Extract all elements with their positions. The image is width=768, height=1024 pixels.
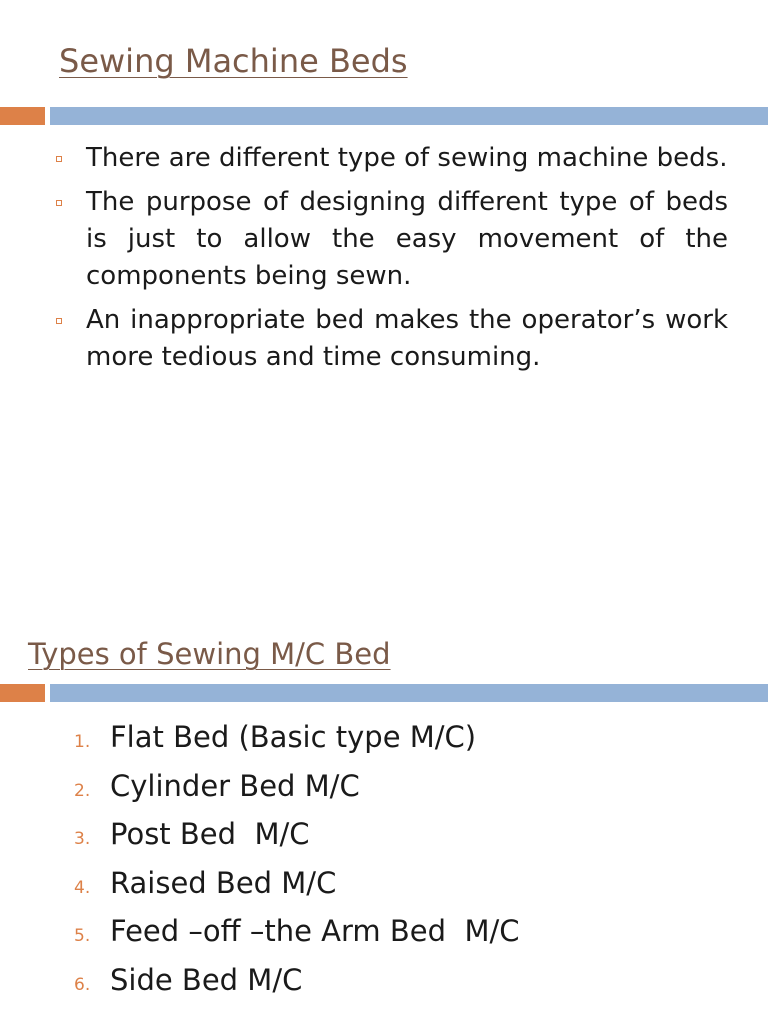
item-text: Raised Bed M/C (110, 865, 337, 900)
bullet-list (56, 140, 728, 383)
bullet-item (56, 184, 728, 295)
item-text: Flat Bed (Basic type M/C) (110, 720, 477, 754)
bullet-text: The purpose of designing different type of beds is just to allow the easy movement of the components being sewn. (86, 187, 728, 291)
item-text: Cylinder Bed M/C (110, 768, 360, 803)
list-item (74, 762, 520, 811)
hollow-square-bullet-icon (56, 156, 62, 162)
item-number: 2. (74, 780, 91, 801)
title-bar (50, 684, 768, 702)
item-number: 4. (74, 877, 91, 898)
hollow-square-bullet-icon (56, 318, 62, 324)
item-text: Post Bed M/C (110, 817, 310, 852)
title-bar-accent (0, 684, 45, 702)
list-item (74, 810, 520, 859)
item-text: Side Bed M/C (110, 962, 303, 997)
item-number: 3. (74, 829, 91, 850)
bullet-text: An inappropriate bed makes the operator’s work more tedious and time consuming. (86, 305, 728, 372)
title-bar (50, 107, 768, 125)
bullet-item (56, 140, 728, 177)
list-item (74, 713, 520, 762)
bullet-text: There are different type of sewing machine beds. (86, 143, 728, 173)
item-text: Feed –off –the Arm Bed M/C (110, 914, 520, 949)
slide-title: Sewing Machine Beds (59, 42, 408, 80)
hollow-square-bullet-icon (56, 200, 62, 206)
title-bar-accent (0, 107, 45, 125)
list-item (74, 907, 520, 956)
slide-title: Types of Sewing M/C Bed (28, 637, 391, 671)
slide-types-of-sewing-mc-bed (0, 512, 768, 1024)
bullet-item (56, 302, 728, 376)
numbered-list (74, 713, 520, 1005)
list-item (74, 956, 520, 1005)
item-number: 6. (74, 974, 91, 995)
item-number: 5. (74, 926, 91, 947)
item-number: 1. (74, 732, 91, 752)
list-item (74, 859, 520, 908)
